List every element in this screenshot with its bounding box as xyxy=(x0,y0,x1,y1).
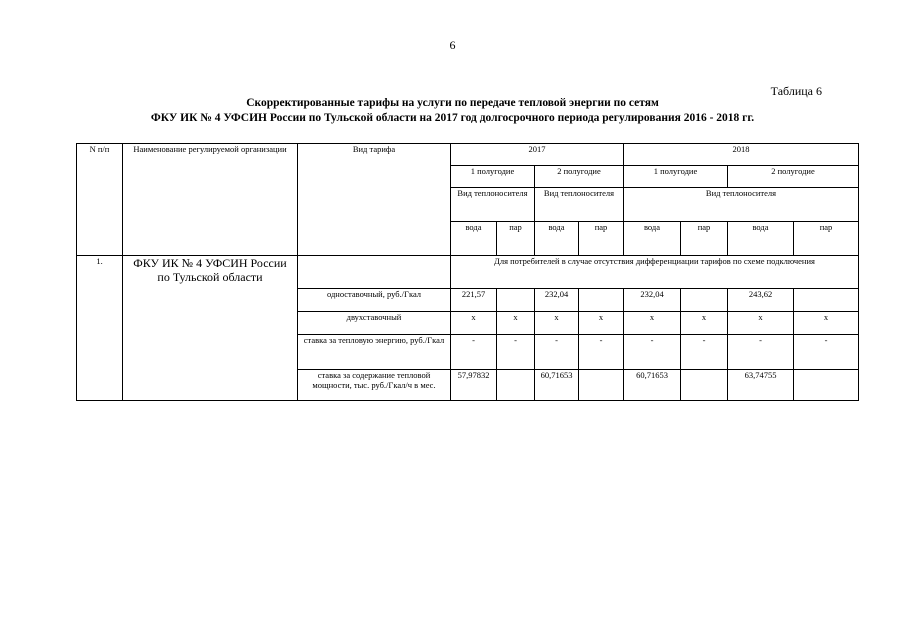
header-tariff-type: Вид тарифа xyxy=(298,144,451,256)
consumer-note: Для потребителей в случае отсутствия дифференциации тарифов по схеме подключения xyxy=(451,256,859,289)
header-2017-half-1: 1 полугодие xyxy=(451,166,535,188)
value-cell xyxy=(681,370,728,401)
value-cell: - xyxy=(728,335,794,370)
value-cell: х xyxy=(535,312,579,335)
value-cell: х xyxy=(497,312,535,335)
tariff-label: одноставочный, руб./Гкал xyxy=(298,289,451,312)
table-title-line-2: ФКУ ИК № 4 УФСИН России по Тульской области на 2017 год долгосрочного периода регулирования 2016 - 2018 гг. xyxy=(150,112,755,124)
value-cell: х xyxy=(794,312,859,335)
page-number: 6 xyxy=(449,38,456,52)
value-cell xyxy=(794,289,859,312)
value-cell: 57,97832 xyxy=(451,370,497,401)
header-carrier-2017-h1: Вид теплоносителя xyxy=(451,188,535,222)
value-cell: 243,62 xyxy=(728,289,794,312)
header-2018-half-2: 2 полугодие xyxy=(728,166,859,188)
tariff-table xyxy=(76,143,859,401)
header-org: Наименование регулируемой организации xyxy=(123,144,298,256)
header-carrier-2018: Вид теплоносителя xyxy=(624,188,859,222)
empty-cell xyxy=(298,256,451,289)
header-num: N п/п xyxy=(77,144,123,256)
header-2017-half-2: 2 полугодие xyxy=(535,166,624,188)
value-cell: - xyxy=(624,335,681,370)
value-cell: 232,04 xyxy=(624,289,681,312)
header-water: вода xyxy=(728,222,794,256)
value-cell: х xyxy=(728,312,794,335)
value-cell: х xyxy=(624,312,681,335)
table-row xyxy=(77,256,859,289)
value-cell: - xyxy=(794,335,859,370)
header-steam: пар xyxy=(579,222,624,256)
row-number: 1. xyxy=(77,256,123,401)
value-cell xyxy=(579,289,624,312)
value-cell: х xyxy=(579,312,624,335)
value-cell: - xyxy=(451,335,497,370)
tariff-label: ставка за тепловую энергию, руб./Гкал xyxy=(298,335,451,370)
value-cell: х xyxy=(681,312,728,335)
header-water: вода xyxy=(451,222,497,256)
value-cell: 60,71653 xyxy=(535,370,579,401)
tariff-label: ставка за содержание тепловой мощности, тыс. руб./Гкал/ч в мес. xyxy=(298,370,451,401)
value-cell: х xyxy=(451,312,497,335)
table-title-line-1: Скорректированные тарифы на услуги по передаче тепловой энергии по сетям xyxy=(246,97,659,109)
header-year-2018: 2018 xyxy=(624,144,859,166)
header-water: вода xyxy=(624,222,681,256)
value-cell: 60,71653 xyxy=(624,370,681,401)
tariff-label: двухставочный xyxy=(298,312,451,335)
value-cell: - xyxy=(497,335,535,370)
header-2018-half-1: 1 полугодие xyxy=(624,166,728,188)
value-cell: 63,74755 xyxy=(728,370,794,401)
organization-name: ФКУ ИК № 4 УФСИН России по Тульской области xyxy=(123,256,298,401)
value-cell xyxy=(794,370,859,401)
value-cell xyxy=(497,370,535,401)
header-year-2017: 2017 xyxy=(451,144,624,166)
value-cell: 232,04 xyxy=(535,289,579,312)
header-row-years xyxy=(77,144,859,166)
header-steam: пар xyxy=(497,222,535,256)
value-cell: - xyxy=(579,335,624,370)
header-steam: пар xyxy=(794,222,859,256)
value-cell xyxy=(579,370,624,401)
header-carrier-2017-h2: Вид теплоносителя xyxy=(535,188,624,222)
value-cell: 221,57 xyxy=(451,289,497,312)
header-steam: пар xyxy=(681,222,728,256)
value-cell: - xyxy=(535,335,579,370)
table-label: Таблица 6 xyxy=(770,84,822,98)
header-water: вода xyxy=(535,222,579,256)
value-cell: - xyxy=(681,335,728,370)
value-cell xyxy=(497,289,535,312)
value-cell xyxy=(681,289,728,312)
